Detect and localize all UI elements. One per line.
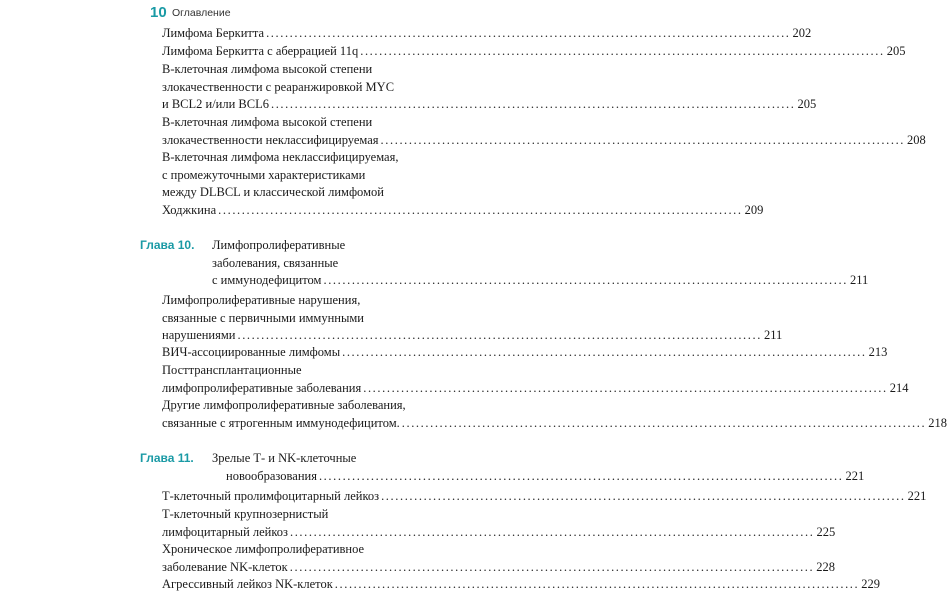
toc-entry-title: Ходжкина — [162, 202, 217, 217]
toc-entry[interactable] — [162, 344, 888, 362]
leader-dots: ............................................................................................................... — [270, 97, 796, 112]
toc-entry[interactable] — [162, 362, 909, 397]
toc-page-number: 209 — [744, 202, 764, 217]
toc-entry-title: между DLBCL и классической лимфомой — [162, 185, 384, 200]
toc-page-number: 225 — [816, 524, 836, 539]
toc-entry-title: Другие лимфопролиферативные заболевания, — [162, 398, 406, 412]
toc-entry[interactable] — [162, 114, 926, 149]
toc-entry-title: заболевание NK-клеток — [162, 559, 288, 574]
toc-page-number: 228 — [816, 559, 835, 574]
toc-entry-title: ВИЧ-ассоциированные лимфомы — [162, 345, 341, 359]
leader-dots: ............................................................................................................... — [266, 26, 791, 40]
leader-dots: ............................................................................................................... — [381, 489, 906, 503]
toc-entry-title: Лимфома Беркитта с аберрацией 11q — [162, 44, 359, 58]
toc-entry-title: Лимфома Беркитта — [162, 26, 265, 40]
toc-entry[interactable] — [162, 149, 764, 219]
toc-entry-title: Т-клеточный пролимфоцитарный лейкоз — [162, 489, 380, 503]
chapter-label: Глава 10. — [140, 238, 195, 252]
toc-page-number: 218 — [928, 415, 947, 430]
toc-entry-title: Т-клеточный крупнозернистый — [162, 507, 329, 521]
toc-entry-title: лимфопролиферативные заболевания — [162, 380, 362, 395]
toc-entry-title: Агрессивный лейкоз NK-клеток — [162, 577, 333, 591]
chapter-title: Лимфопролиферативные — [212, 238, 346, 252]
toc-page-number: 205 — [886, 44, 906, 58]
leader-dots: ............................................................................................................... — [237, 328, 762, 343]
leader-dots: ............................................................................................................... — [334, 577, 860, 591]
leader-dots: ............................................................................................................... — [360, 44, 885, 58]
section-title: Оглавление — [172, 7, 231, 19]
toc-entry[interactable] — [162, 397, 947, 432]
toc-entry[interactable] — [162, 506, 836, 541]
toc-entry-title: злокачественности неклассифицируемая — [162, 132, 379, 147]
leader-dots: ............................................................................................................... — [218, 202, 743, 217]
toc-entry[interactable] — [162, 43, 906, 61]
leader-dots: ............................................................................................................... — [401, 415, 927, 430]
toc-entry-title: лимфоцитарный лейкоз — [162, 524, 288, 539]
chapter-title: новообразования — [226, 468, 317, 483]
toc-entry-title: связанные с первичными иммунными — [162, 310, 364, 325]
toc-entry[interactable] — [162, 576, 881, 594]
toc-page-number: 214 — [889, 380, 909, 395]
toc-entry[interactable] — [162, 292, 783, 345]
leader-dots: ............................................................................................................... — [289, 559, 815, 574]
leader-dots: ............................................................................................................... — [323, 273, 848, 288]
toc-entry[interactable] — [162, 61, 817, 114]
leader-dots: ............................................................................................................... — [289, 524, 815, 539]
toc-page-number: 221 — [845, 468, 865, 483]
toc-entry-title: В-клеточная лимфома высокой степени — [162, 115, 373, 129]
toc-entry-title: с промежуточными характеристиками — [162, 167, 366, 182]
toc-page-number: 211 — [849, 273, 869, 288]
toc-page-number: 213 — [868, 345, 888, 359]
toc-entry[interactable] — [162, 541, 835, 576]
toc-page-number: 208 — [907, 132, 926, 147]
leader-dots: ............................................................................................................... — [363, 380, 888, 395]
chapter-title: заболевания, связанные — [212, 255, 339, 270]
toc-entry-title: Посттрансплантационные — [162, 363, 302, 377]
page-number: 10 — [150, 4, 167, 21]
toc-page-number: 211 — [763, 328, 783, 343]
toc-page-number: 205 — [797, 97, 817, 112]
toc-entry-title: и BCL2 и/или BCL6 — [162, 97, 269, 112]
toc-page-number: 221 — [907, 489, 927, 503]
toc-entry-title: Лимфопролиферативные нарушения, — [162, 293, 361, 307]
leader-dots: ............................................................................................................... — [380, 132, 906, 147]
toc-entry[interactable] — [162, 488, 927, 506]
toc-entry-title: В-клеточная лимфома высокой степени — [162, 62, 373, 76]
toc-page-number: 202 — [792, 26, 812, 40]
leader-dots: ............................................................................................................... — [342, 345, 867, 359]
toc-entry-title: нарушениями — [162, 328, 236, 343]
leader-dots: ............................................................................................................... — [318, 468, 844, 483]
chapter-title: с иммунодефицитом — [212, 273, 322, 288]
toc-entry-title: Хроническое лимфопролиферативное — [162, 542, 365, 556]
toc-entry-title: В-клеточная лимфома неклассифицируемая, — [162, 150, 399, 164]
toc-entry-title: злокачественности с реаранжировкой MYC — [162, 79, 395, 94]
toc-entry[interactable] — [162, 25, 812, 43]
toc-entry-title: связанные с ятрогенным иммунодефицитом. — [162, 415, 400, 430]
chapter-title: Зрелые Т- и NK-клеточные — [212, 451, 357, 465]
chapter-label: Глава 11. — [140, 451, 194, 465]
toc-page-number: 229 — [861, 577, 881, 591]
